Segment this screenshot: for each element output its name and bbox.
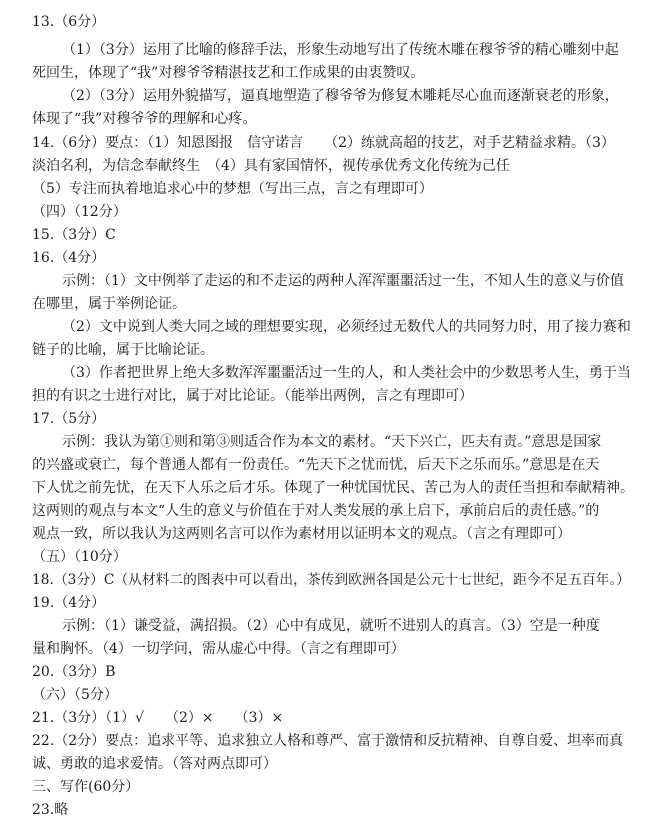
q17-answer-cont-1: 的兴盛或衰亡，每个普通人都有一份责任。“先天下之忧而忧，后天下之乐而乐。”意思是在天 xyxy=(32,457,600,473)
writing-section-heading: 三、写作(60分） xyxy=(32,779,140,795)
q13-answer-2: （2）（3分）运用外貌描写，逼真地塑造了穆爷爷为修复木雕耗尽心血而逐渐衰老的形象， xyxy=(62,88,619,104)
q17-answer-cont-3: 这两则的观点与本文“人生的意义与价值在于对人类发展的承上启下，承前启后的责任感。”的 xyxy=(32,503,600,519)
q16-answer-3: （3）作者把世界上绝大多数浑浑噩噩活过一生的人，和人类社会中的少数思考人生，勇于当 xyxy=(62,365,631,381)
q17-answer-cont-4: 观点一致，所以我认为这两则名言可以作为素材用以证明本文的观点。（言之有理即可） xyxy=(32,526,571,542)
q15-answer: 15.（3分）C xyxy=(32,227,116,243)
q14-answer-5: （5）专注而执着地追求心中的梦想（写出三点，言之有理即可） xyxy=(32,181,433,197)
q18-answer: 18.（3分）C（从材料二的图表中可以看出，茶传到欧洲各国是公元十七世纪，距今不足五百年。） xyxy=(32,572,631,588)
q19-answer-cont: 量和胸怀。（4）一切学问，需从虚心中得。（言之有理即可） xyxy=(32,641,405,657)
q21-answer: 21.（3分）（1）√ （2）× （3）× xyxy=(32,710,284,726)
q14-heading: 14.（6分）要点：（1）知恩图报 信守诺言 （2）练就高超的技艺，对手艺精益求精。（3） xyxy=(32,135,615,151)
section-4-heading: （四）（12分） xyxy=(32,204,127,220)
q17-answer-cont-2: 下人忧之前先忧，在天下人乐之后才乐。体现了一种忧国忧民、苦己为人的责任当担和奉献精神。 xyxy=(32,480,634,496)
q22-answer: 22.（2分）要点：追求平等、追求独立人格和尊严、富于激情和反抗精神、自尊自爱、坦率而真 xyxy=(32,733,624,749)
q16-answer-1-cont: 在哪里，属于举例论证。 xyxy=(32,296,186,312)
q13-answer-1-cont: 死回生，体现了“我”对穆爷爷精湛技艺和工作成果的由衷赞叹。 xyxy=(32,65,425,81)
q19-heading: 19.（4分） xyxy=(32,595,106,611)
q20-answer: 20.（3分）B xyxy=(32,664,116,680)
q13-answer-2-cont: 体现了“我”对穆爷爷的理解和心疼。 xyxy=(32,111,257,127)
q17-answer: 示例：我认为第①则和第③则适合作为本文的素材。“天下兴亡，匹夫有责。”意思是国家 xyxy=(62,434,602,450)
q16-heading: 16.（4分） xyxy=(32,250,106,266)
section-6-heading: （六）（5分） xyxy=(32,687,118,703)
q22-answer-cont: 诚、勇敢的追求爱情。（答对两点即可） xyxy=(32,756,277,772)
q17-heading: 17.（5分） xyxy=(32,411,106,427)
q19-answer: 示例：（1）谦受益，满招损。（2）心中有成见，就听不进别人的真言。（3）空是一种度 xyxy=(62,618,600,634)
q13-answer-1: （1）（3分）运用了比喻的修辞手法，形象生动地写出了传统木雕在穆爷爷的精心雕刻中起 xyxy=(62,42,619,58)
q16-answer-2-cont: 链子的比喻，属于比喻论证。 xyxy=(32,342,214,358)
q13-heading: 13.（6分） xyxy=(32,14,106,30)
section-5-heading: （五）（10分） xyxy=(32,549,127,565)
q16-answer-2: （2）文中说到人类大同之域的理想要实现，必须经过无数代人的共同努力时，用了接力赛和 xyxy=(62,319,631,335)
q16-answer-1: 示例：（1）文中例举了走运的和不走运的两种人浑浑噩噩活过一生，不知人生的意义与价值 xyxy=(62,273,624,289)
q23-answer: 23.略 xyxy=(32,802,69,818)
q14-answer-cont: 淡泊名利，为信念奉献终生 （4）具有家国情怀，视传承优秀文化传统为己任 xyxy=(32,158,510,174)
q16-answer-3-cont: 担的有识之士进行对比，属于对比论证。（能举出两例，言之有理即可） xyxy=(32,388,473,404)
